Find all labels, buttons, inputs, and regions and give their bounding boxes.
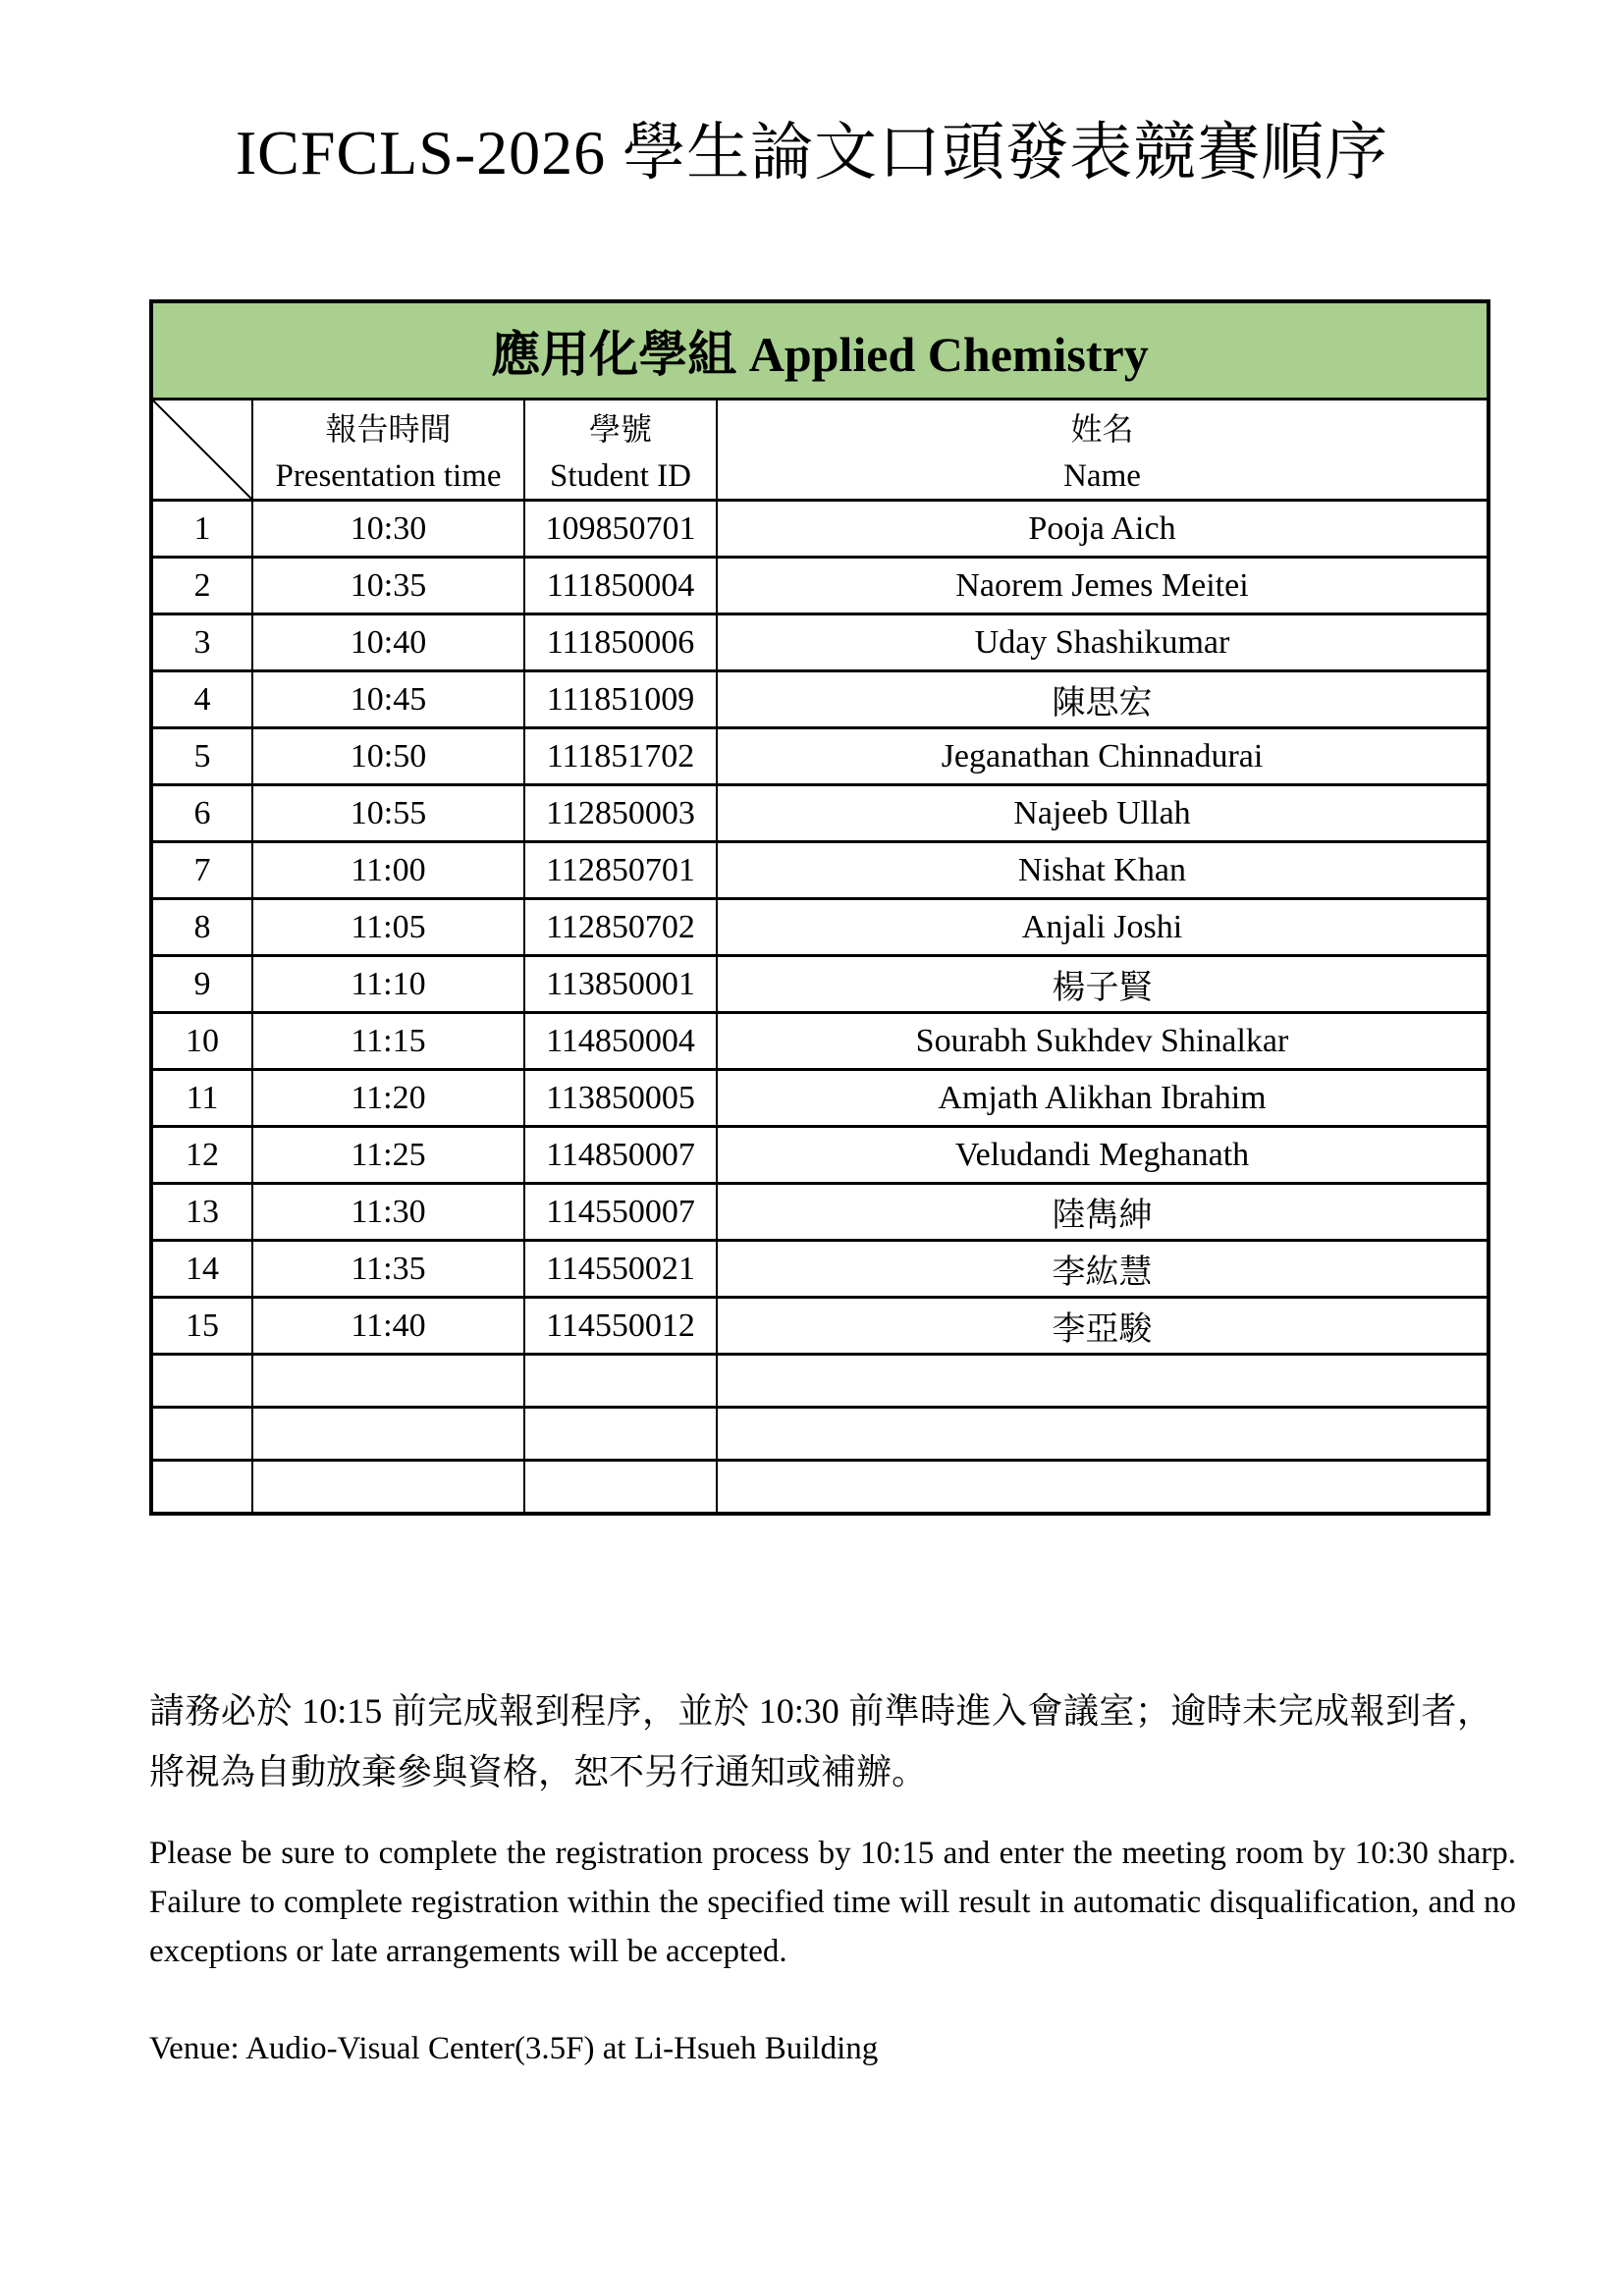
table-row xyxy=(151,899,1489,956)
row-presentation-time: 11:35 xyxy=(252,1241,524,1298)
page-title: ICFCLS-2026 學生論文口頭發表競賽順序 xyxy=(235,118,1389,187)
empty-table-row xyxy=(151,1355,1489,1408)
row-student-id: 111851009 xyxy=(524,671,717,728)
column-header-student-id xyxy=(524,400,717,501)
row-name xyxy=(717,1461,1489,1515)
row-number: 4 xyxy=(151,671,252,728)
row-name: Jeganathan Chinnadurai xyxy=(717,728,1489,785)
row-number xyxy=(151,1408,252,1461)
presentation-schedule-table xyxy=(149,299,1490,1516)
row-presentation-time: 10:40 xyxy=(252,614,524,671)
row-student-id: 111850004 xyxy=(524,558,717,614)
registration-note-en: Please be sure to complete the registration process by 10:15 and enter the meeting room by 10:30 sharp. Failure to complete registration within the specified time will result in automatic disqualification, and no exceptions or late arrangements will be accepted. xyxy=(149,1836,1516,1969)
row-name: Nishat Khan xyxy=(717,842,1489,899)
row-student-id xyxy=(524,1408,717,1461)
row-name: 陸雋紳 xyxy=(717,1184,1489,1241)
row-name: Uday Shashikumar xyxy=(717,614,1489,671)
row-student-id: 114850007 xyxy=(524,1127,717,1184)
table-row xyxy=(151,1013,1489,1070)
row-presentation-time: 11:05 xyxy=(252,899,524,956)
row-name: Anjali Joshi xyxy=(717,899,1489,956)
row-name: Amjath Alikhan Ibrahim xyxy=(717,1070,1489,1127)
row-presentation-time: 10:35 xyxy=(252,558,524,614)
row-presentation-time: 11:25 xyxy=(252,1127,524,1184)
table-row xyxy=(151,1298,1489,1355)
name-header-zh: 姓名 xyxy=(1070,411,1134,448)
row-number: 15 xyxy=(151,1298,252,1355)
table-row xyxy=(151,785,1489,842)
table-row xyxy=(151,1127,1489,1184)
row-student-id: 114550021 xyxy=(524,1241,717,1298)
row-number xyxy=(151,1355,252,1408)
table-row xyxy=(151,1241,1489,1298)
row-presentation-time: 11:00 xyxy=(252,842,524,899)
row-student-id: 109850701 xyxy=(524,501,717,558)
row-presentation-time xyxy=(252,1408,524,1461)
student-id-header-zh: 學號 xyxy=(588,411,652,448)
registration-note-zh: 請務必於 10:15 前完成報到程序，並於 10:30 前準時進入會議室；逾時未完成報到者，將視為自動放棄參與資格，恕不另行通知或補辦。 xyxy=(149,1691,1492,1791)
column-header-time xyxy=(252,400,524,501)
name-header-en: Name xyxy=(1063,457,1141,494)
row-presentation-time: 10:30 xyxy=(252,501,524,558)
empty-table-row xyxy=(151,1461,1489,1515)
row-number: 6 xyxy=(151,785,252,842)
row-student-id: 114550007 xyxy=(524,1184,717,1241)
row-name: Naorem Jemes Meitei xyxy=(717,558,1489,614)
table-row xyxy=(151,728,1489,785)
table-row xyxy=(151,1070,1489,1127)
row-name: 楊子賢 xyxy=(717,956,1489,1013)
row-student-id: 114850004 xyxy=(524,1013,717,1070)
row-name: 陳思宏 xyxy=(717,671,1489,728)
row-name: Pooja Aich xyxy=(717,501,1489,558)
row-number: 8 xyxy=(151,899,252,956)
table-row xyxy=(151,1184,1489,1241)
row-name: 李亞駿 xyxy=(717,1298,1489,1355)
venue-line: Venue: Audio-Visual Center(3.5F) at Li-Hsueh Building xyxy=(149,2031,879,2066)
row-name: 李紘慧 xyxy=(717,1241,1489,1298)
diagonal-divider-icon xyxy=(153,400,251,499)
row-presentation-time: 11:40 xyxy=(252,1298,524,1355)
row-presentation-time: 10:50 xyxy=(252,728,524,785)
row-student-id: 112850702 xyxy=(524,899,717,956)
row-student-id: 113850001 xyxy=(524,956,717,1013)
group-header-row xyxy=(151,301,1489,400)
row-student-id: 112850701 xyxy=(524,842,717,899)
row-presentation-time: 11:20 xyxy=(252,1070,524,1127)
row-presentation-time xyxy=(252,1355,524,1408)
row-student-id xyxy=(524,1355,717,1408)
column-header-name xyxy=(717,400,1489,501)
table-row xyxy=(151,614,1489,671)
row-name xyxy=(717,1408,1489,1461)
table-row xyxy=(151,842,1489,899)
row-presentation-time xyxy=(252,1461,524,1515)
row-number: 13 xyxy=(151,1184,252,1241)
row-number: 11 xyxy=(151,1070,252,1127)
empty-table-row xyxy=(151,1408,1489,1461)
table-row xyxy=(151,558,1489,614)
row-number: 1 xyxy=(151,501,252,558)
row-number: 3 xyxy=(151,614,252,671)
row-number xyxy=(151,1461,252,1515)
group-header-cell: 應用化學組 Applied Chemistry xyxy=(151,301,1489,400)
row-number: 10 xyxy=(151,1013,252,1070)
row-number: 7 xyxy=(151,842,252,899)
corner-cell xyxy=(151,400,252,501)
row-name: Sourabh Sukhdev Shinalkar xyxy=(717,1013,1489,1070)
row-number: 12 xyxy=(151,1127,252,1184)
row-presentation-time: 11:15 xyxy=(252,1013,524,1070)
row-student-id xyxy=(524,1461,717,1515)
row-student-id: 112850003 xyxy=(524,785,717,842)
row-student-id: 111850006 xyxy=(524,614,717,671)
row-number: 9 xyxy=(151,956,252,1013)
row-number: 14 xyxy=(151,1241,252,1298)
row-name: Najeeb Ullah xyxy=(717,785,1489,842)
row-student-id: 113850005 xyxy=(524,1070,717,1127)
table-row xyxy=(151,501,1489,558)
row-student-id: 114550012 xyxy=(524,1298,717,1355)
row-student-id: 111851702 xyxy=(524,728,717,785)
time-header-zh: 報告時間 xyxy=(325,411,452,448)
row-presentation-time: 11:30 xyxy=(252,1184,524,1241)
row-number: 5 xyxy=(151,728,252,785)
column-header-row xyxy=(151,400,1489,501)
student-id-header-en: Student ID xyxy=(550,457,691,494)
table-row xyxy=(151,671,1489,728)
row-presentation-time: 10:55 xyxy=(252,785,524,842)
time-header-en: Presentation time xyxy=(275,457,502,494)
row-name: Veludandi Meghanath xyxy=(717,1127,1489,1184)
row-name xyxy=(717,1355,1489,1408)
row-presentation-time: 10:45 xyxy=(252,671,524,728)
table-row xyxy=(151,956,1489,1013)
row-presentation-time: 11:10 xyxy=(252,956,524,1013)
row-number: 2 xyxy=(151,558,252,614)
